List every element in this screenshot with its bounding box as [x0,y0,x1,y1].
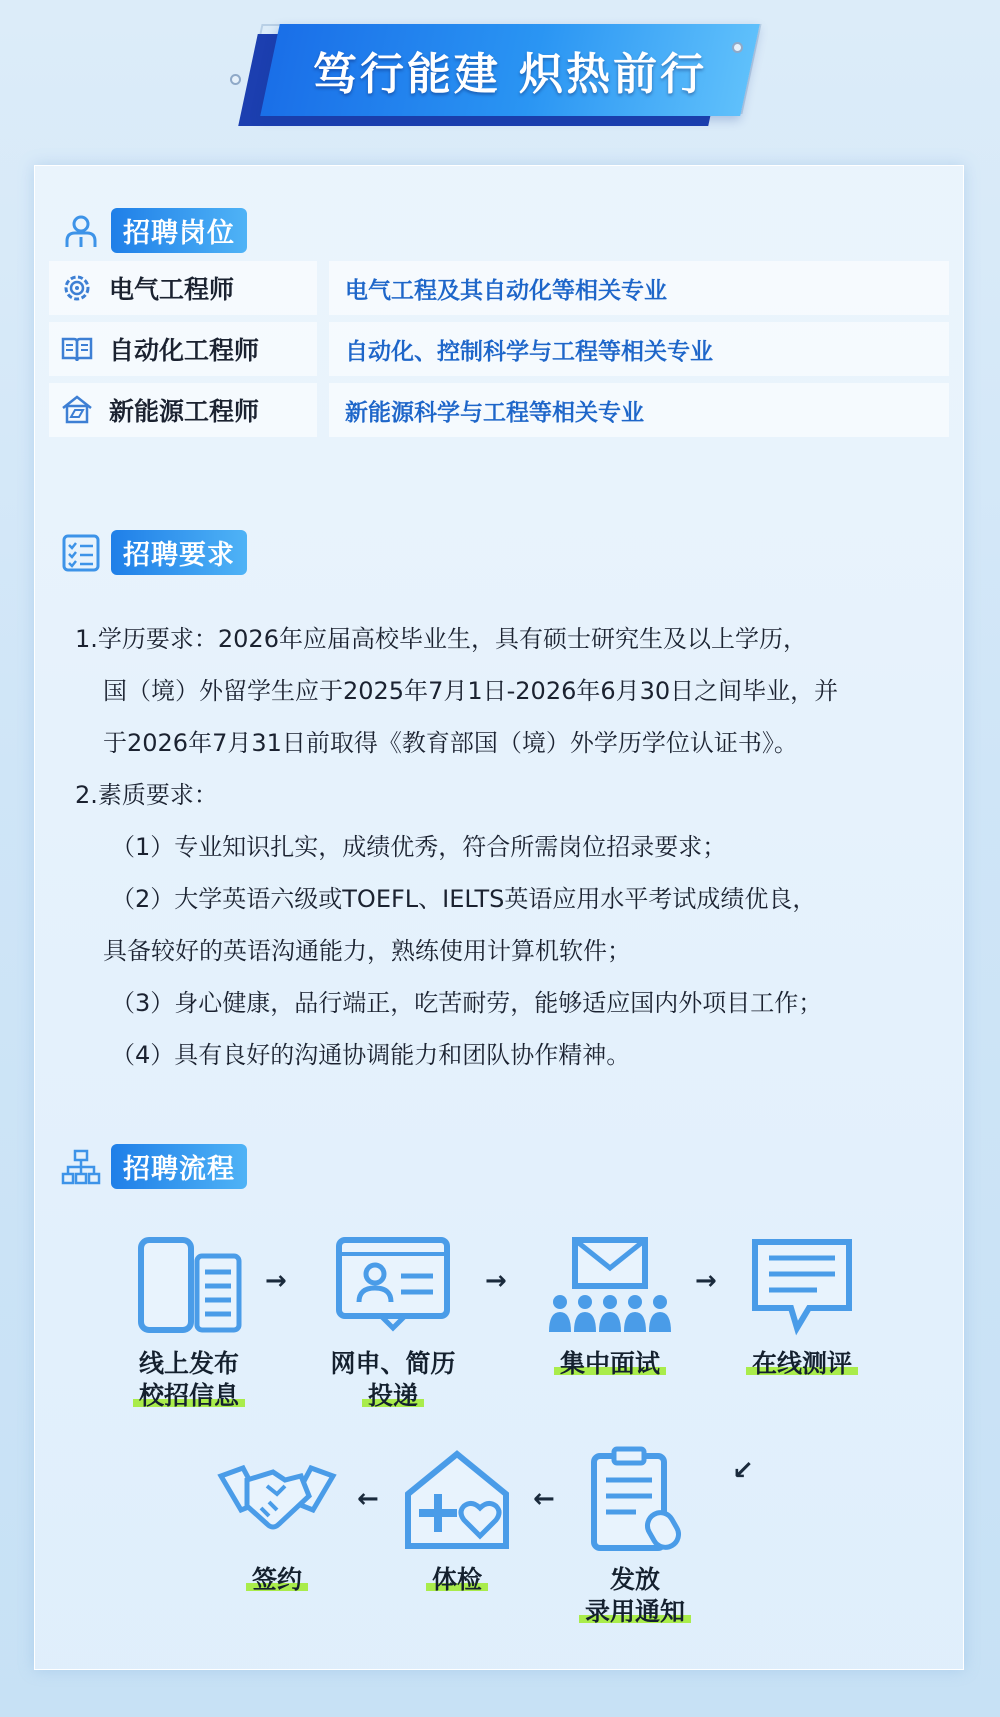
flow-arrow: ← [357,1484,379,1514]
positions-section-header [61,208,247,253]
gear-circuit-icon [59,270,95,306]
requirement-line: 于2026年7月31日前取得《教育部国（境）外学历学位认证书》。 [103,729,798,757]
process-step [99,1236,279,1412]
job-row [49,261,949,315]
flow-arrow: ← [533,1484,555,1514]
envelope-group-icon [545,1236,675,1336]
process-step [207,1446,347,1596]
process-section-header [61,1144,247,1189]
step-label-line1: 集中面试 [554,1349,666,1378]
requirement-line: 1.学历要求：2026年应届高校毕业生，具有硕士研究生及以上学历， [75,625,807,653]
job-row [49,383,949,437]
process-step [727,1236,877,1380]
step-label-line1: 网申、简历 [330,1349,456,1378]
banner-dot-left [230,74,241,85]
content-card [34,165,964,1670]
job-title: 自动化工程师 [109,336,260,365]
job-major: 新能源科学与工程等相关专业 [329,383,949,437]
process-step [387,1446,527,1596]
job-title-cell [49,383,317,437]
requirement-line: （4）具有良好的沟通协调能力和团队协作精神。 [111,1041,631,1069]
chat-document-icon [747,1236,857,1336]
requirements-text [75,613,955,1081]
requirements-heading: 招聘要求 [111,530,247,575]
step-label-line2: 录用通知 [579,1597,691,1626]
step-label-line1: 在线测评 [746,1349,858,1378]
job-major: 电气工程及其自动化等相关专业 [329,261,949,315]
person-icon [61,211,101,251]
job-row [49,322,949,376]
step-label-line2: 校招信息 [133,1381,245,1410]
banner-title: 笃行能建 炽热前行 [312,49,708,100]
requirement-line: 国（境）外留学生应于2025年7月1日-2026年6月30日之间毕业，并 [103,677,839,705]
checklist-icon [61,533,101,573]
positions-heading: 招聘岗位 [111,208,247,253]
job-title: 电气工程师 [109,275,235,304]
handshake-icon [217,1446,337,1556]
step-label-line2: 投递 [362,1381,424,1410]
requirement-line: 2.素质要求： [75,781,218,809]
job-title-cell [49,322,317,376]
phone-document-icon [129,1236,249,1336]
job-title-cell [49,261,317,315]
flow-arrow: ↙ [732,1456,754,1486]
process-step [313,1236,473,1412]
banner-dot-right [732,42,743,53]
solar-house-icon [59,392,95,428]
job-title: 新能源工程师 [109,397,260,426]
requirement-line: 具备较好的英语沟通能力，熟练使用计算机软件； [103,937,631,965]
flow-arrow: → [695,1266,717,1296]
step-label-line1: 发放 [609,1565,660,1594]
flow-arrow: → [485,1266,507,1296]
requirement-line: （2）大学英语六级或TOEFL、IELTS英语应用水平考试成绩优良， [111,885,817,913]
process-step [525,1236,695,1380]
clipboard-mouse-icon [580,1446,690,1556]
online-resume-icon [333,1236,453,1336]
step-label-line1: 签约 [246,1565,308,1594]
flow-arrow: → [265,1266,287,1296]
org-chart-icon [61,1147,101,1187]
process-step [555,1446,715,1628]
book-icon [59,331,95,367]
step-label-line1: 线上发布 [138,1349,239,1378]
requirement-line: （1）专业知识扎实，成绩优秀，符合所需岗位招录要求； [111,833,727,861]
requirements-section-header [61,530,247,575]
title-banner [232,14,752,126]
process-heading: 招聘流程 [111,1144,247,1189]
step-label-line1: 体检 [426,1565,488,1594]
health-check-icon [402,1446,512,1556]
job-major: 自动化、控制科学与工程等相关专业 [329,322,949,376]
requirement-line: （3）身心健康，品行端正，吃苦耐劳，能够适应国内外项目工作； [111,989,823,1017]
